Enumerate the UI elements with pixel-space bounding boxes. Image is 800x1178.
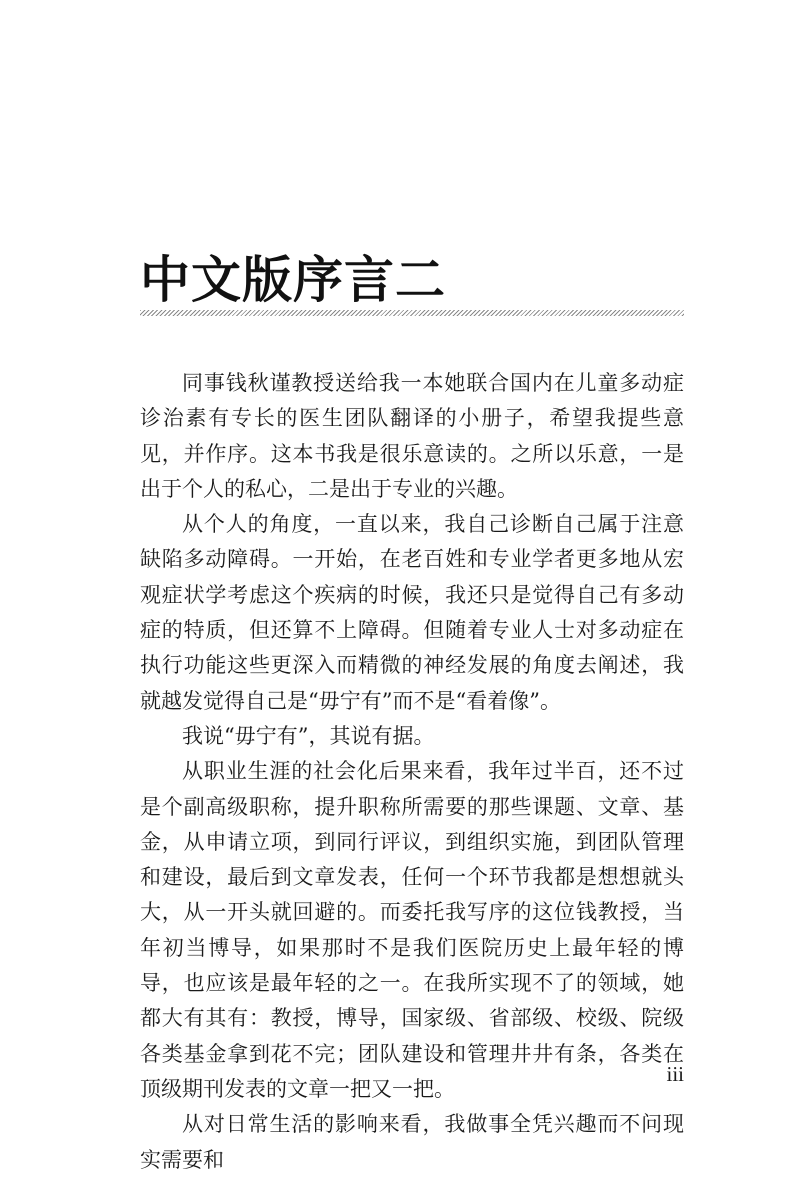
body-text: [140, 366, 684, 1178]
paragraph: 从职业生涯的社会化后果来看，我年过半百，还不过是个副高级职称，提升职称所需要的那些课题、文章、基金，从申请立项，到同行评议，到组织实施，到团队管理和建设，最后到文章发表，任何一个环节我都是想想就头大，从一开头就回避的。而委托我写序的这位钱教授，当年初当博导，如果那时不是我们医院历史上最年轻的博导，也应该是最年轻的之一。在我所实现不了的领域，她都大有其有：教授，博导，国家级、省部级、校级、院级各类基金拿到花不完；团队建设和管理井井有条，各类在顶级期刊发表的文章一把又一把。: [140, 759, 684, 1101]
page-number: iii: [666, 1062, 684, 1086]
paragraph: 同事钱秋谨教授送给我一本她联合国内在儿童多动症诊治素有专长的医生团队翻译的小册子，希望我提些意见，并作序。这本书我是很乐意读的。之所以乐意，一是出于个人的私心，二是出于专业的兴趣。: [140, 371, 684, 501]
paragraph: 我说“毋宁有”，其说有据。: [182, 723, 435, 748]
paragraph: 从个人的角度，一直以来，我自己诊断自己属于注意缺陷多动障碍。一开始，在老百姓和专业学者更多地从宏观症状学考虑这个疾病的时候，我还只是觉得自己有多动症的特质，但还算不上障碍。但随着专业人士对多动症在执行功能这些更深入而精微的神经发展的角度去阐述，我就越发觉得自己是“毋宁有”而不是“看着像”。: [140, 512, 684, 713]
title-divider: [140, 310, 684, 316]
chapter-title: 中文版序言二: [140, 250, 446, 309]
paragraph: 从对日常生活的影响来看，我做事全凭兴趣而不问现实需要和: [140, 1112, 684, 1172]
